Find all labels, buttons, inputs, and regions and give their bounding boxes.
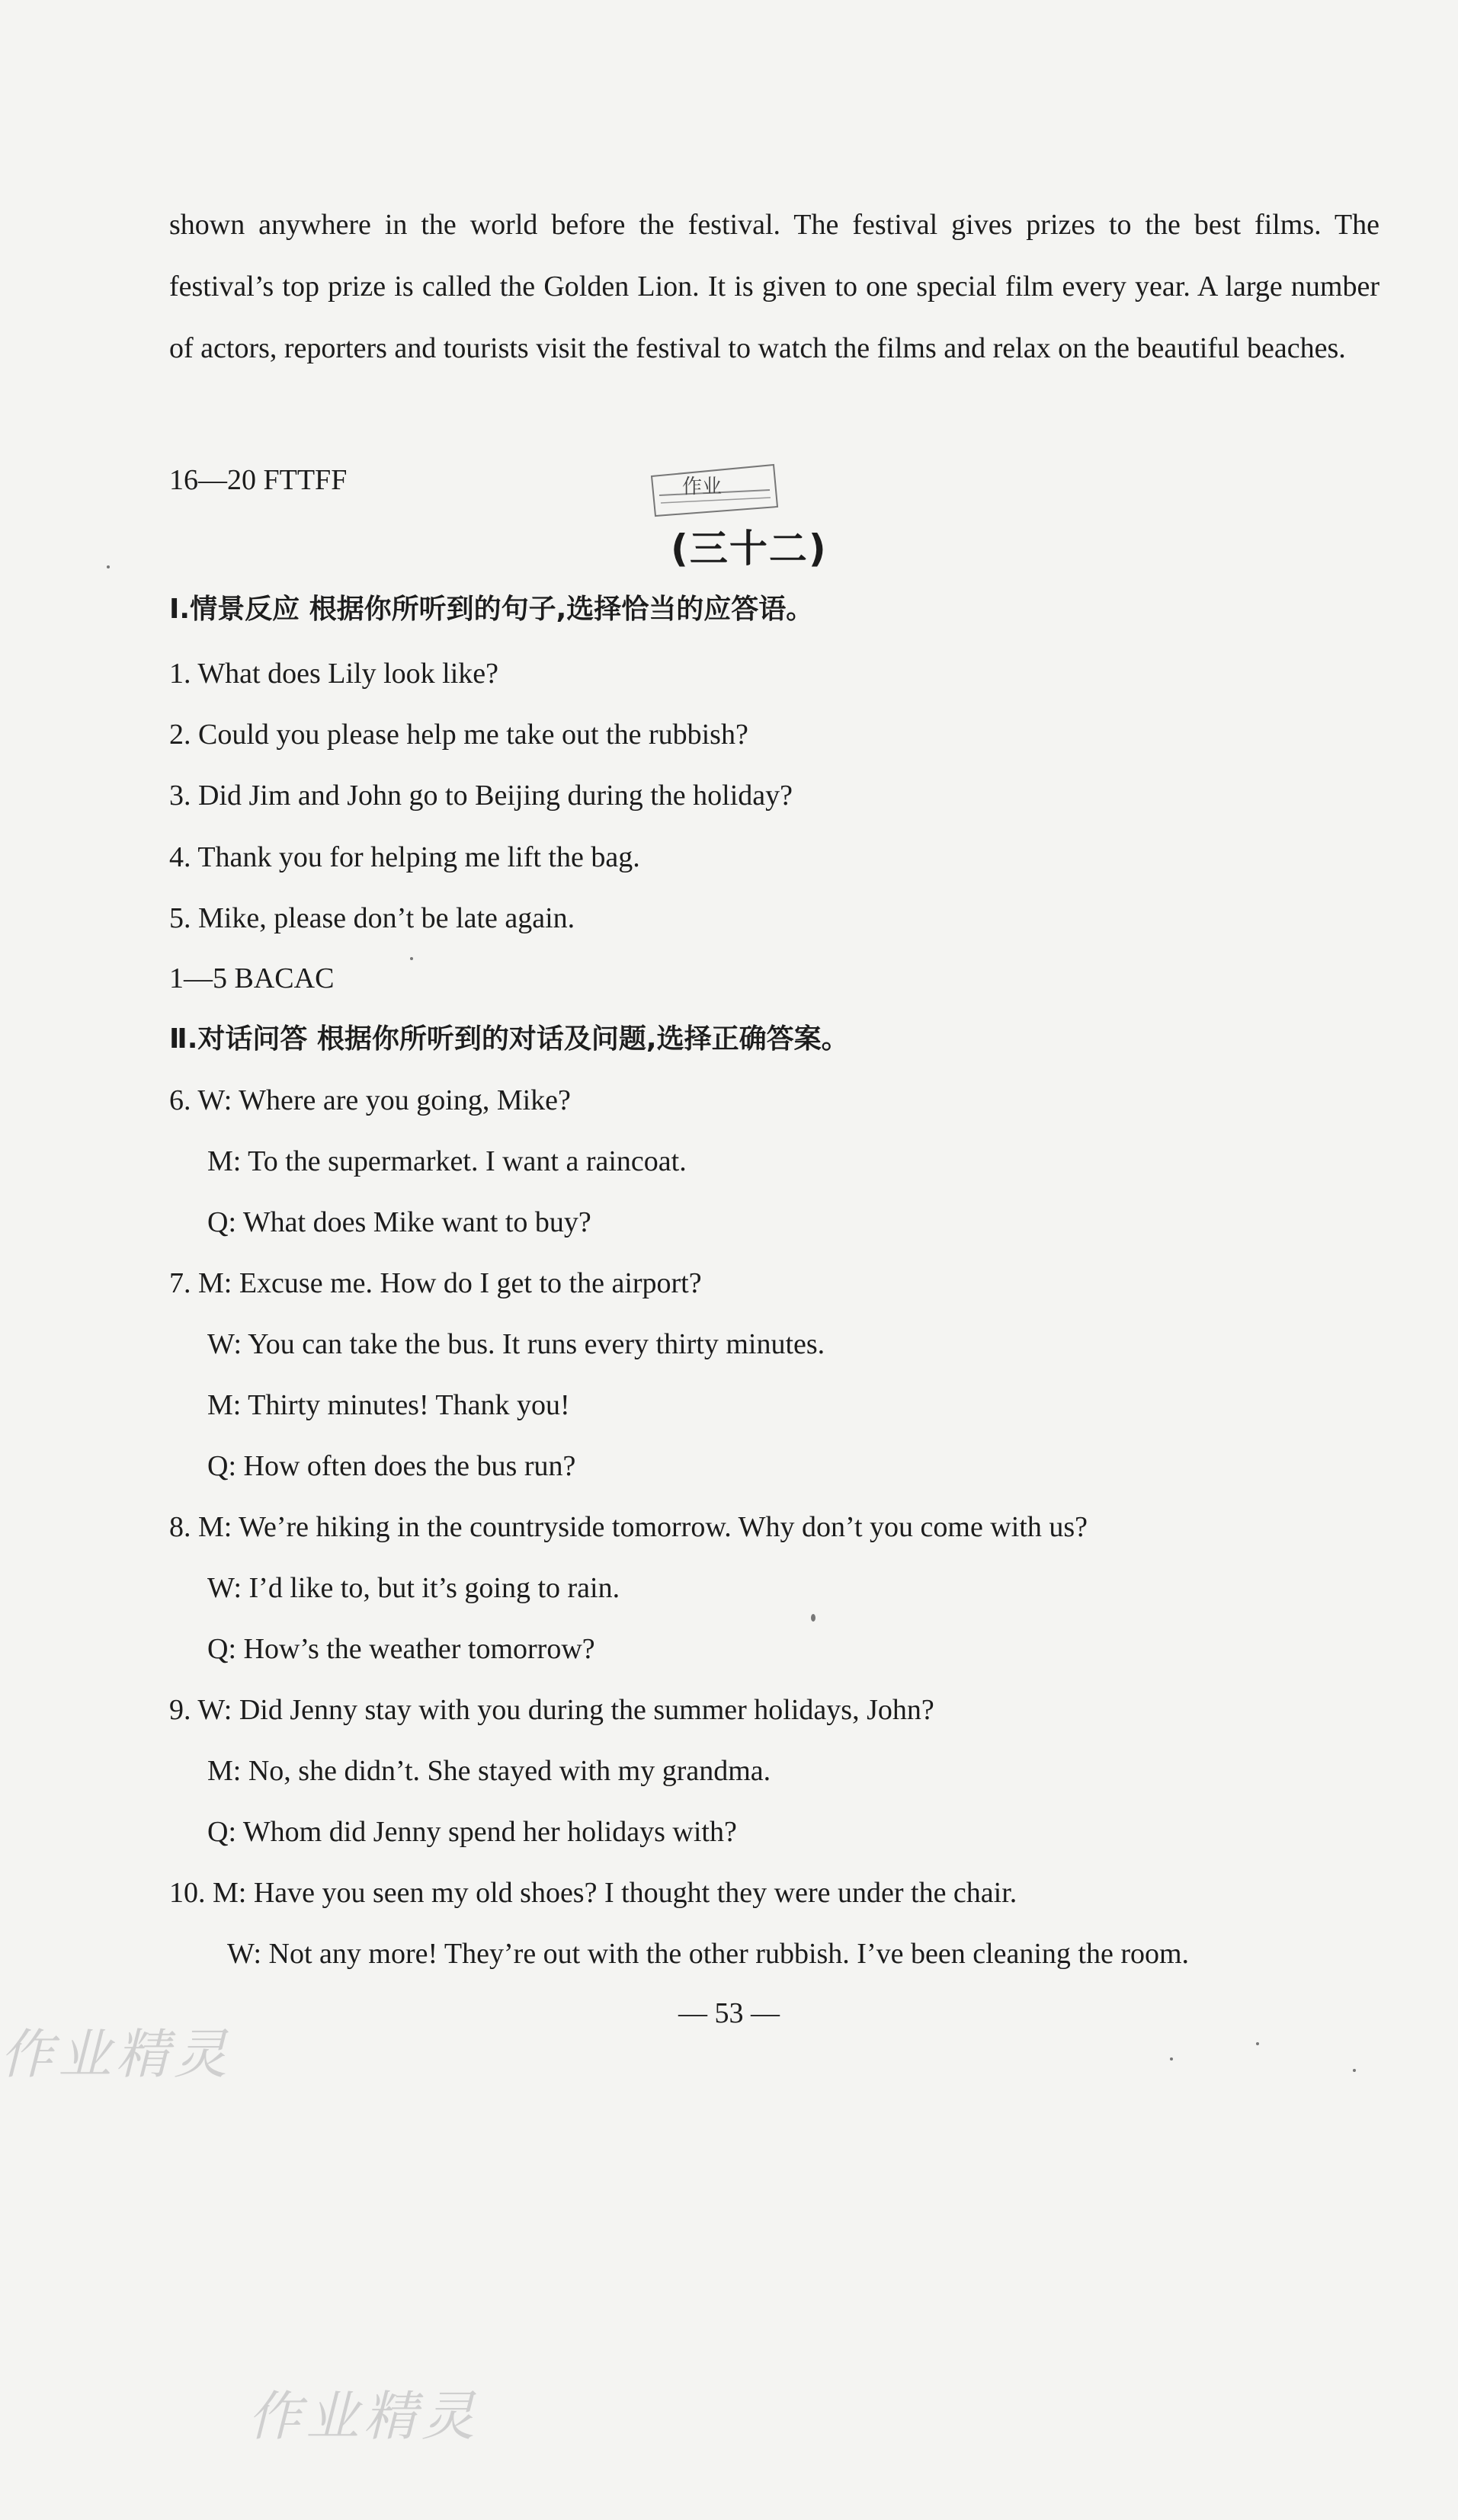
scan-speck xyxy=(107,565,110,568)
dialogue-6-question: Q: What does Mike want to buy? xyxy=(207,1206,591,1238)
dialogue-9-question: Q: Whom did Jenny spend her holidays with? xyxy=(207,1816,737,1848)
dialogue-8-question: Q: How’s the weather tomorrow? xyxy=(207,1633,595,1665)
dialogue-7-line-3: M: Thirty minutes! Thank you! xyxy=(207,1389,570,1421)
dialogue-6-line-1: 6. W: Where are you going, Mike? xyxy=(169,1084,571,1116)
dialogue-8-line-2: W: I’d like to, but it’s going to rain. xyxy=(207,1572,620,1604)
dialogue-7-question: Q: How often does the bus run? xyxy=(207,1450,576,1482)
stamp-text: 作业 xyxy=(682,476,723,498)
dialogue-10-line-1: 10. M: Have you seen my old shoes? I thought they were under the chair. xyxy=(169,1877,1017,1909)
dialogue-8-line-1: 8. M: We’re hiking in the countryside tomorrow. Why don’t you come with us? xyxy=(169,1511,1088,1543)
part2-heading: Ⅱ.对话问答 根据你所听到的对话及问题,选择正确答案。 xyxy=(169,1023,849,1055)
part1-item-2: 2. Could you please help me take out the rubbish? xyxy=(169,719,748,751)
part1-item-5: 5. Mike, please don’t be late again. xyxy=(169,902,575,934)
passage-paragraph: shown anywhere in the world before the festival. The festival gives prizes to the best films. The festival’s top prize is called the Golden Lion. It is given to one special film every year. A large number of actors, reporters and tourists visit the festival to watch the films and relax on the beautiful beaches. xyxy=(169,209,1379,364)
scan-speck xyxy=(410,957,413,960)
dialogue-7-line-2: W: You can take the bus. It runs every thirty minutes. xyxy=(207,1328,825,1360)
watermark-logo-top: 作业精灵 xyxy=(0,2023,232,2086)
scan-speck xyxy=(1353,2069,1356,2072)
dialogue-6-line-2: M: To the supermarket. I want a raincoat. xyxy=(207,1145,687,1177)
answers-16-20: 16—20 FTTFF xyxy=(169,464,348,496)
part1-item-3: 3. Did Jim and John go to Beijing during the holiday? xyxy=(169,780,793,812)
part1-item-4: 4. Thank you for helping me lift the bag. xyxy=(169,841,640,873)
section-title: (三十二) xyxy=(671,527,828,571)
dialogue-7-line-1: 7. M: Excuse me. How do I get to the airport? xyxy=(169,1267,702,1299)
part1-item-1: 1. What does Lily look like? xyxy=(169,658,498,690)
scan-speck xyxy=(811,1614,816,1622)
dialogue-9-line-1: 9. W: Did Jenny stay with you during the summer holidays, John? xyxy=(169,1694,934,1726)
page-number: — 53 — xyxy=(678,1997,780,2029)
part1-answers: 1—5 BACAC xyxy=(169,962,335,994)
scan-speck xyxy=(1256,2042,1259,2045)
dialogue-9-line-2: M: No, she didn’t. She stayed with my grandma. xyxy=(207,1755,771,1787)
part1-heading: Ⅰ.情景反应 根据你所听到的句子,选择恰当的应答语。 xyxy=(169,594,814,625)
watermark-logo-bottom: 作业精灵 xyxy=(248,2385,479,2448)
dialogue-10-line-2: W: Not any more! They’re out with the other rubbish. I’ve been cleaning the room. xyxy=(227,1938,1190,1970)
scan-speck xyxy=(1170,2057,1173,2061)
